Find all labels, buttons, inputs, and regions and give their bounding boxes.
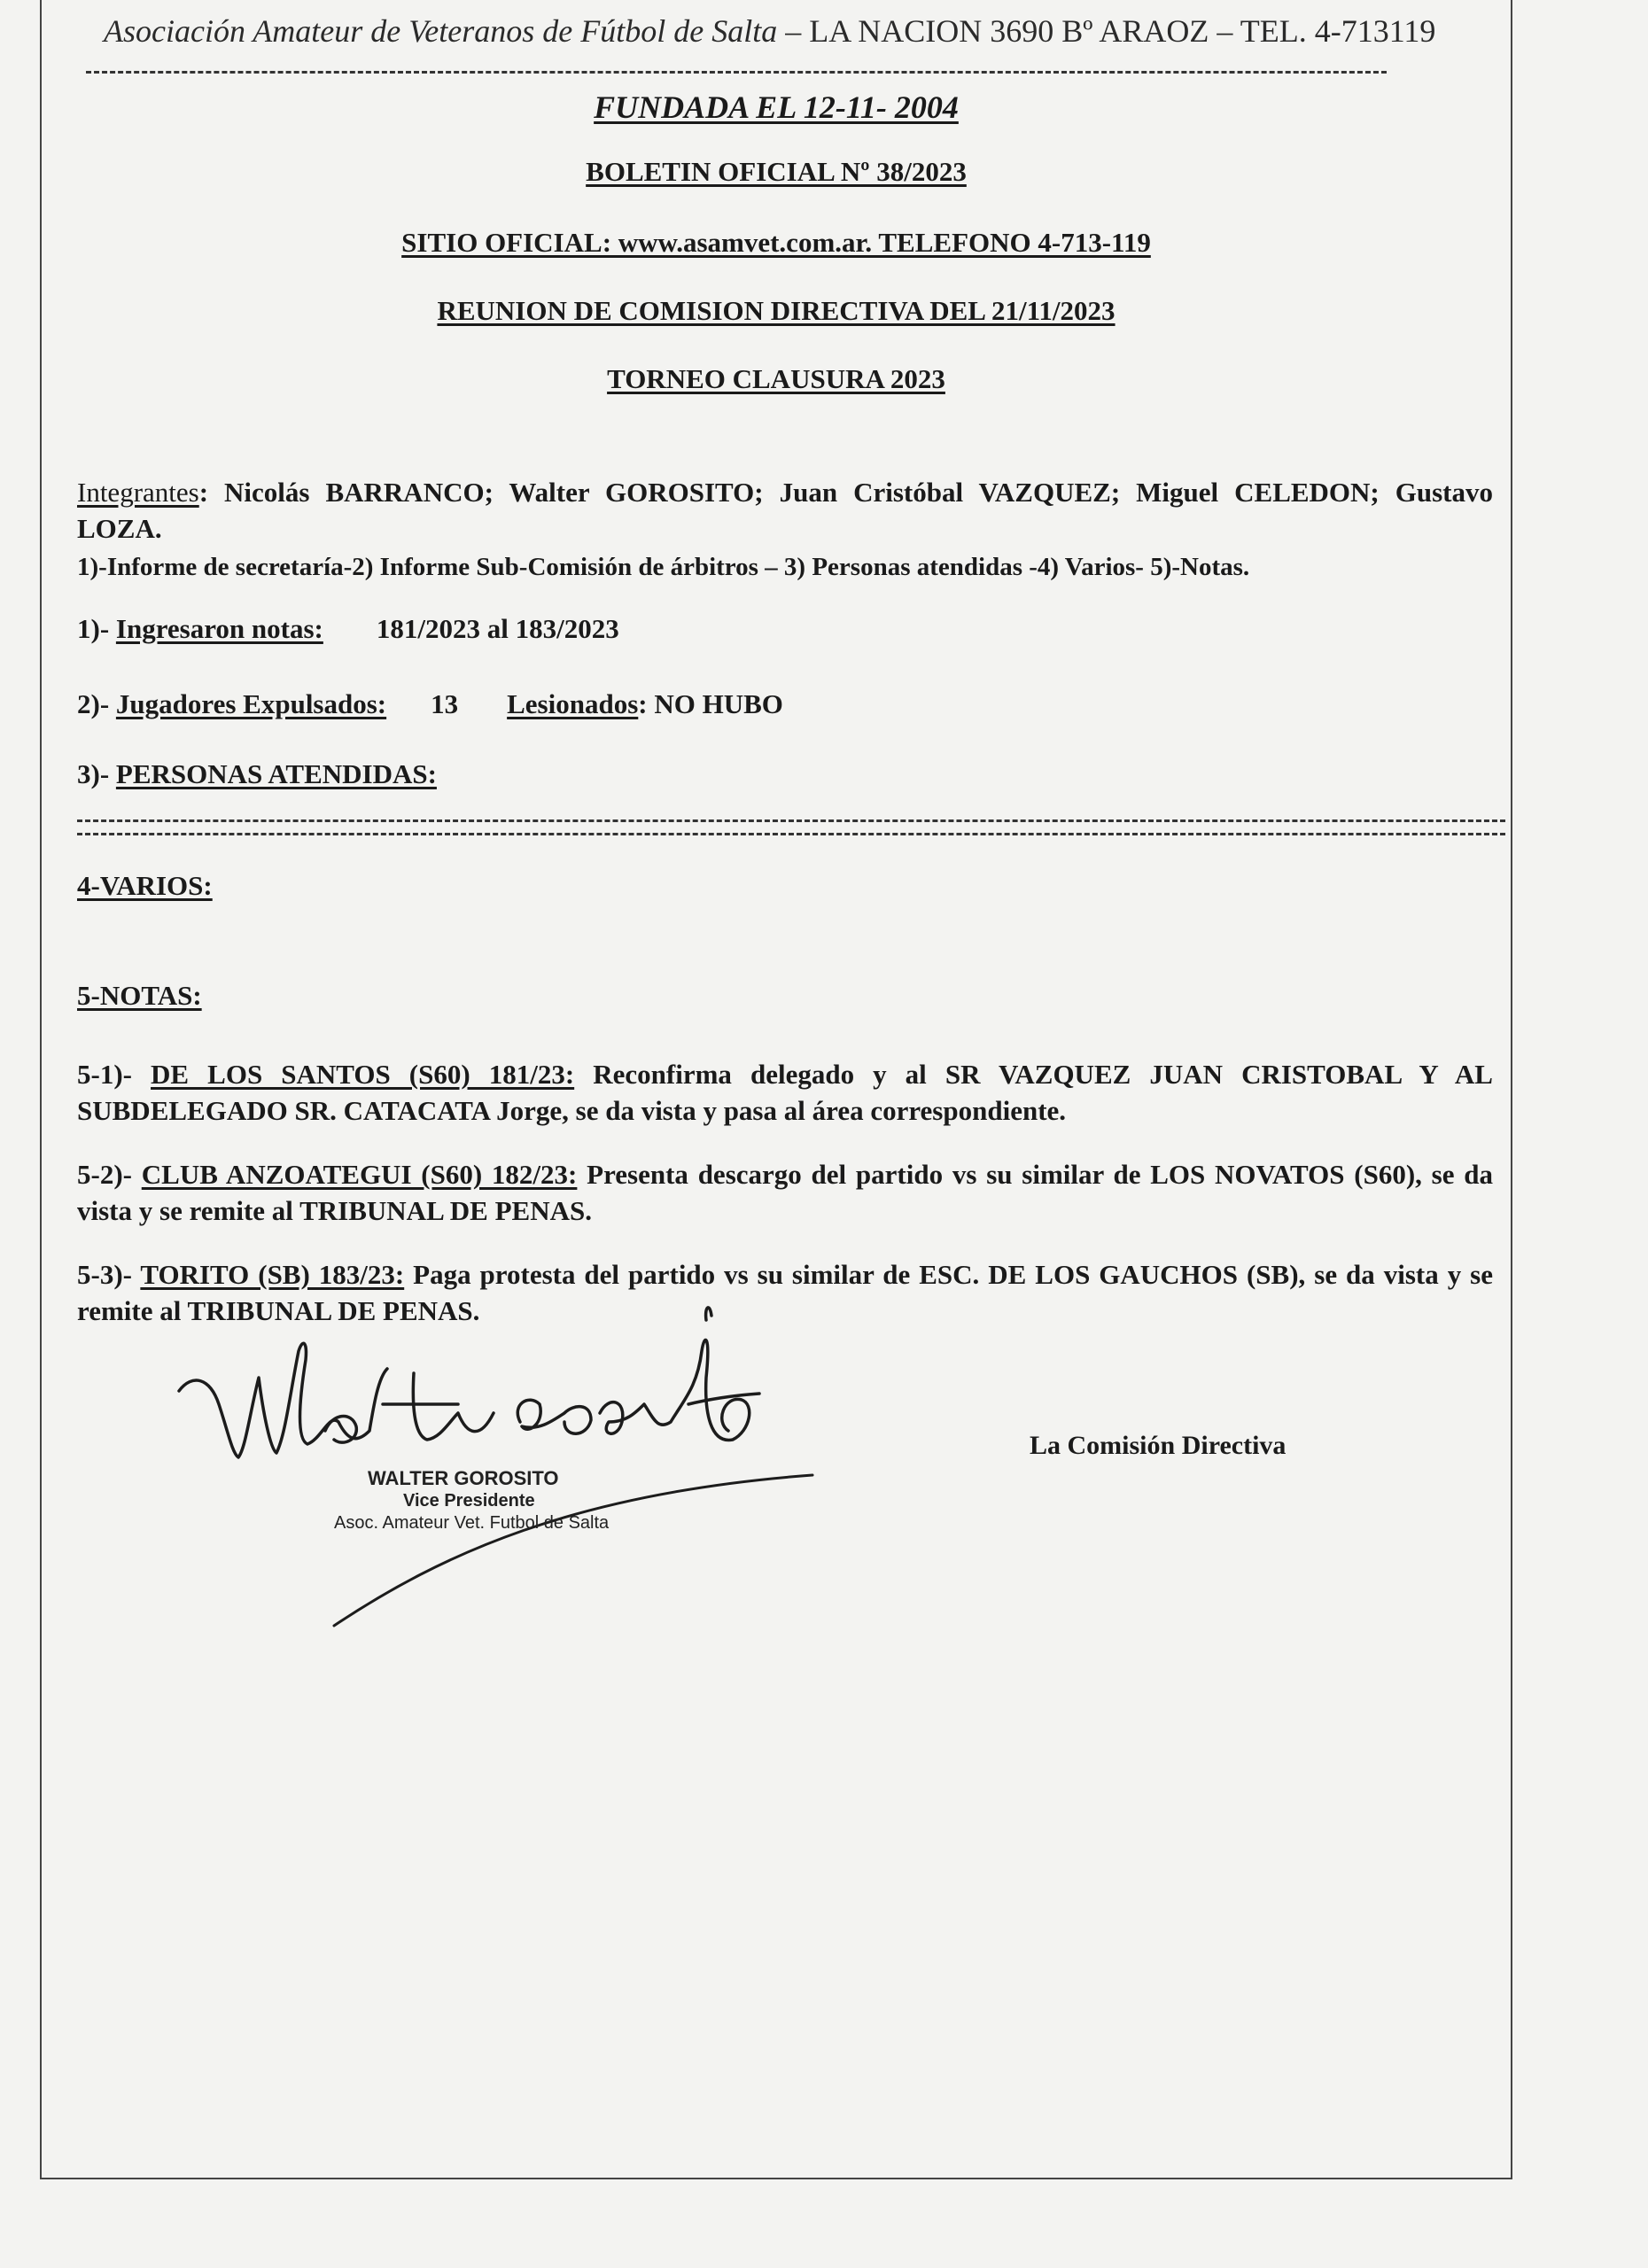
members-label: Integrantes [77,477,199,508]
item-2-value: 13 [431,688,459,719]
closing-signature-line: La Comisión Directiva [1030,1431,1287,1460]
members-list: : Nicolás BARRANCO; Walter GOROSITO; Juan Cristóbal VAZQUEZ; Miguel CELEDON; Gustavo LOZA. [77,477,1493,544]
item-1: 1)- Ingresaron notas: 181/2023 al 183/2023 [77,613,619,644]
tournament-title: TORNEO CLAUSURA 2023 [607,363,945,394]
injured-value: : NO HUBO [638,688,783,719]
signature-role: Vice Presidente [403,1491,535,1511]
item-1-value: 181/2023 al 183/2023 [376,613,619,644]
note-ref: CLUB ANZOATEGUI (S60) 182/23: [141,1159,578,1190]
section-divider-1 [77,819,1505,822]
association-name: Asociación Amateur de Veteranos de Fútbol de Salta [104,13,778,49]
note-item: 5-2)- CLUB ANZOATEGUI (S60) 182/23: Presenta descargo del partido vs su similar de LOS NOVATOS (S60), se da vista y se remite al TRIBUNAL DE PENAS. [77,1159,1493,1226]
item-1-label: Ingresaron notas: [115,613,323,644]
item-3-label: PERSONAS ATENDIDAS: [115,758,437,789]
notas-heading: 5-NOTAS: [77,980,202,1011]
founded-date: FUNDADA EL 12-11- 2004 [594,89,959,125]
item-3: 3)- PERSONAS ATENDIDAS: [77,758,437,789]
note-ref: TORITO (SB) 183/23: [140,1259,405,1290]
note-text: Paga protesta del partido vs su similar de ESC. DE LOS GAUCHOS (SB), se da vista y se remite al TRIBUNAL DE PENAS. [77,1259,1493,1326]
note-item: 5-1)- DE LOS SANTOS (S60) 181/23: Reconfirma delegado y al SR VAZQUEZ JUAN CRISTOBAL Y AL SUBDELEGADO SR. CATACATA Jorge, se da vista y pasa al área correspondiente. [77,1059,1493,1126]
item-2: 2)- Jugadores Expulsados: 13 Lesionados: NO HUBO [77,688,783,719]
item-2-label: Jugadores Expulsados: [115,688,387,719]
note-ref: DE LOS SANTOS (S60) 181/23: [151,1059,575,1090]
varios-heading: 4-VARIOS: [77,870,213,901]
agenda: 1)-Informe de secretaría-2) Informe Sub-Comisión de árbitros – 3) Personas atendidas -4) Varios- 5)-Notas. [77,553,1250,581]
official-site: SITIO OFICIAL: www.asamvet.com.ar. TELEFONO 4-713-119 [401,227,1151,258]
members-paragraph [77,474,1493,547]
association-address: – LA NACION 3690 Bº ARAOZ – TEL. 4-713119 [777,13,1436,49]
section-divider-2 [77,833,1505,835]
bulletin-number: BOLETIN OFICIAL Nº 38/2023 [586,156,967,187]
injured-label: Lesionados [507,688,639,719]
letterhead-divider [86,71,1387,74]
note-text: Presenta descargo del partido vs su similar de LOS NOVATOS (S60), se da vista y se remite al TRIBUNAL DE PENAS. [77,1159,1493,1226]
meeting-title: REUNION DE COMISION DIRECTIVA DEL 21/11/2023 [437,295,1116,326]
document-page [40,0,1512,2179]
handwritten-signature [175,1289,848,1643]
note-item: 5-3)- TORITO (SB) 183/23: Paga protesta del partido vs su similar de ESC. DE LOS GAUCHOS (SB), se da vista y se remite al TRIBUNAL DE PENAS. [77,1259,1493,1326]
note-text: Reconfirma delegado y al SR VAZQUEZ JUAN CRISTOBAL Y AL SUBDELEGADO SR. CATACATA Jorge, se da vista y pasa al área correspondiente. [77,1059,1493,1126]
signature-organization: Asoc. Amateur Vet. Futbol de Salta [334,1513,610,1533]
letterhead [104,12,1435,50]
signature-name: WALTER GOROSITO [368,1467,559,1489]
